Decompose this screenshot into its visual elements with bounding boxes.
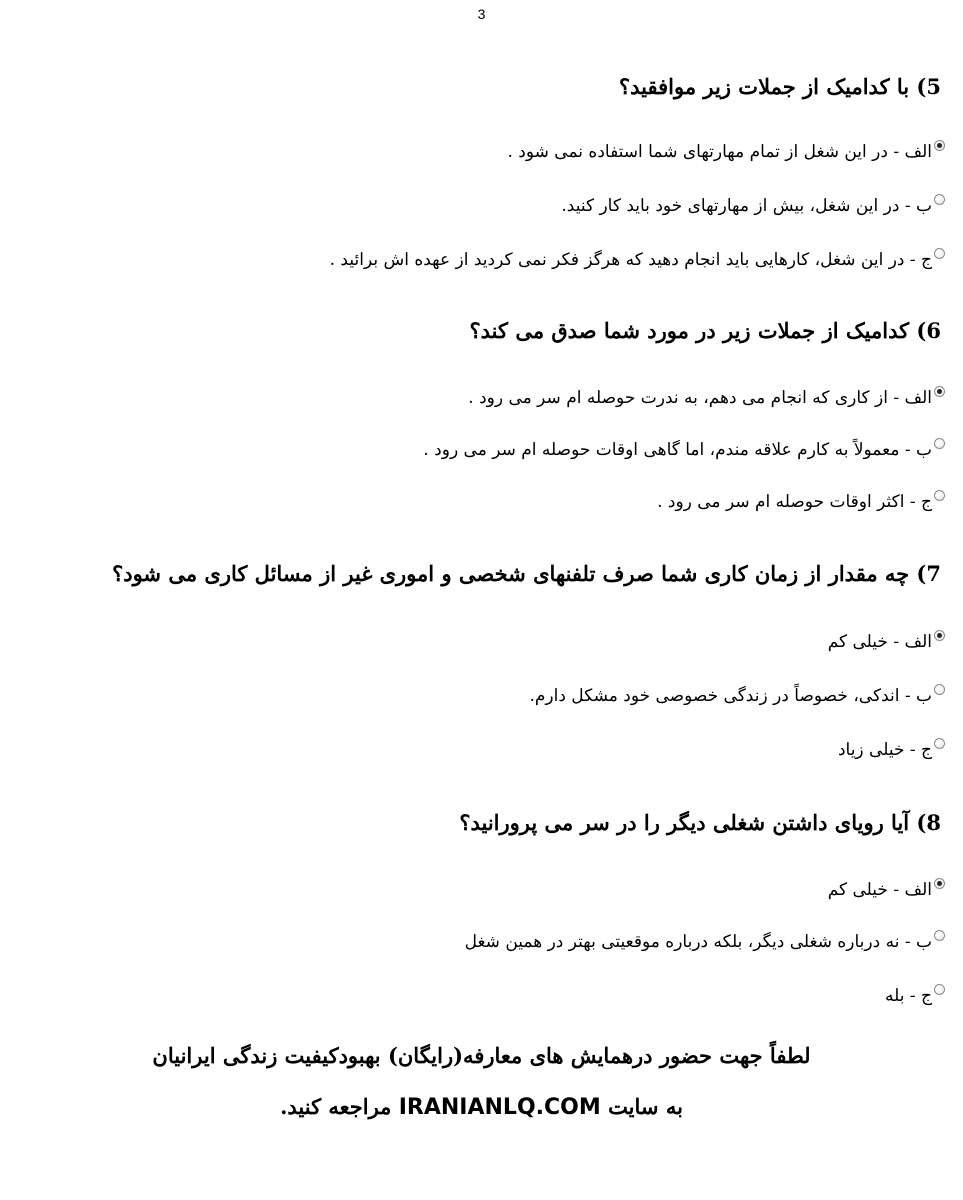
footer-invitation: لطفاً جهت حضور درهمایش های معارفه(رایگان) بهبودکیفیت زندگی ایرانیان (152, 1043, 811, 1068)
footer-prefix: به سایت (608, 1094, 683, 1119)
question-7-option-jim[interactable] (838, 740, 945, 760)
radio-button-icon[interactable] (934, 194, 945, 205)
question-6-option-be[interactable] (423, 440, 945, 460)
option-label: الف - در این شغل از تمام مهارتهای شما استفاده نمی شود . (507, 142, 932, 162)
radio-button-checked-icon[interactable] (934, 878, 945, 889)
question-5-option-be[interactable] (561, 196, 945, 216)
footer-website-line (0, 1094, 963, 1120)
radio-button-icon[interactable] (934, 490, 945, 501)
option-label: ج - در این شغل، کارهایی باید انجام دهید که هرگز فکر نمی کردید از عهده اش برائید . (329, 250, 932, 270)
question-7-option-alef[interactable] (828, 632, 945, 652)
question-8-option-be[interactable] (465, 932, 945, 952)
option-label: الف - خیلی کم (827, 880, 932, 900)
radio-button-icon[interactable] (934, 438, 945, 449)
question-5-option-alef[interactable] (507, 142, 945, 162)
radio-button-icon[interactable] (934, 248, 945, 259)
option-label: ج - اکثر اوقات حوصله ام سر می رود . (657, 492, 932, 512)
radio-button-icon[interactable] (934, 738, 945, 749)
radio-button-icon[interactable] (934, 984, 945, 995)
website-link[interactable]: IRANIANLQ.COM (398, 1095, 601, 1120)
option-label: الف - از کاری که انجام می دهم، به ندرت حوصله ام سر می رود . (468, 388, 932, 408)
question-5-option-jim[interactable] (330, 250, 945, 270)
option-label: ج - بله (885, 986, 932, 1006)
question-5-title: 5) با کدامیک از جملات زیر موافقید؟ (619, 74, 941, 99)
question-8-option-jim[interactable] (885, 986, 945, 1006)
option-label: ب - اندکی، خصوصاً در زندگی خصوصی خود مشکل دارم. (529, 686, 932, 706)
option-label: ب - نه درباره شغلی دیگر، بلکه درباره موقعیتی بهتر در همین شغل (464, 932, 932, 952)
option-label: ب - در این شغل، بیش از مهارتهای خود باید کار کنید. (561, 196, 932, 216)
question-8-option-alef[interactable] (828, 880, 945, 900)
question-7-option-be[interactable] (529, 686, 945, 706)
question-6-option-alef[interactable] (468, 388, 945, 408)
question-6-option-jim[interactable] (657, 492, 945, 512)
footer-suffix: مراجعه کنید. (280, 1094, 392, 1119)
radio-button-checked-icon[interactable] (934, 140, 945, 151)
question-6-title: 6) کدامیک از جملات زیر در مورد شما صدق می کند؟ (469, 318, 941, 343)
option-label: الف - خیلی کم (827, 632, 932, 652)
question-8-title: 8) آیا رویای داشتن شغلی دیگر را در سر می پرورانید؟ (459, 810, 941, 835)
page-number: 3 (477, 6, 486, 22)
option-label: ب - معمولاً به کارم علاقه مندم، اما گاهی اوقات حوصله ام سر می رود . (423, 440, 932, 460)
radio-button-icon[interactable] (934, 930, 945, 941)
radio-button-icon[interactable] (934, 684, 945, 695)
option-label: ج - خیلی زیاد (837, 740, 932, 760)
radio-button-checked-icon[interactable] (934, 386, 945, 397)
question-7-title: 7) چه مقدار از زمان کاری شما صرف تلفنهای شخصی و اموری غیر از مسائل کاری می شود؟ (112, 561, 941, 586)
radio-button-checked-icon[interactable] (934, 630, 945, 641)
